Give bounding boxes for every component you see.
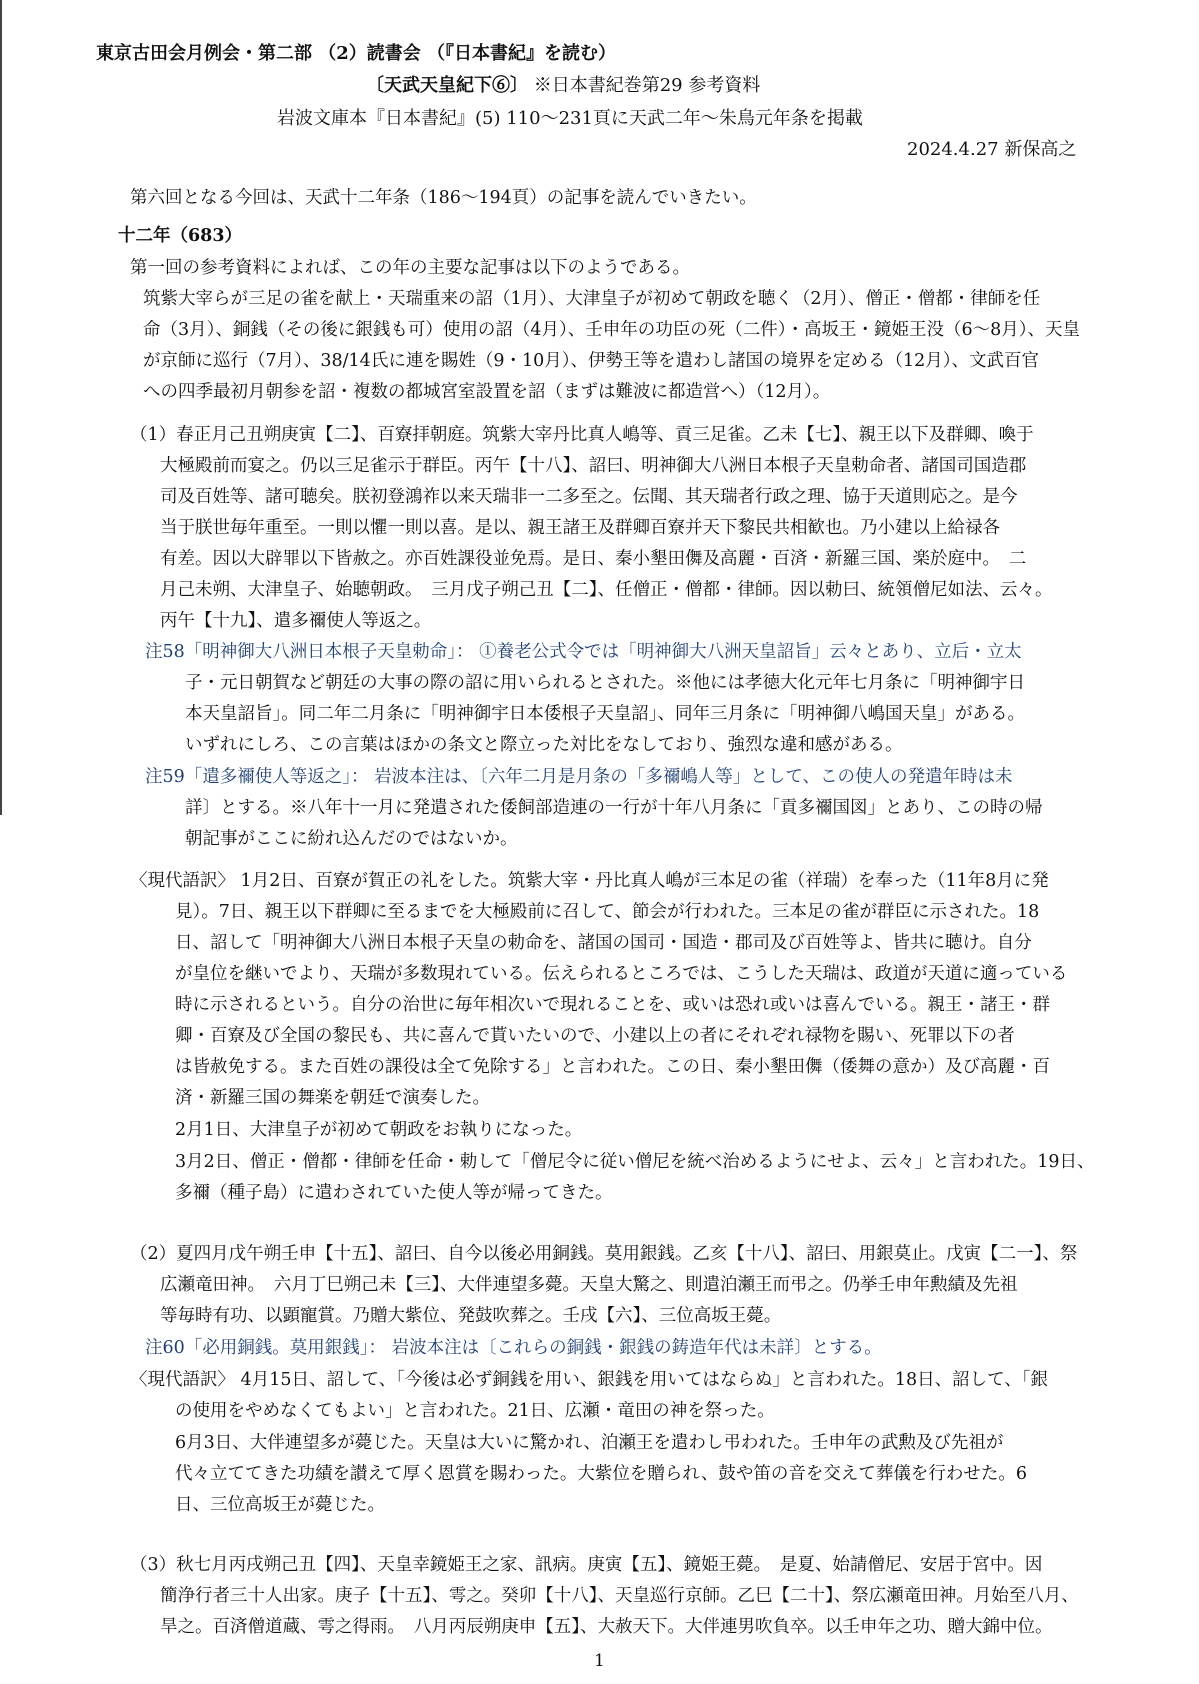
note59-line: 注59「遣多禰使人等返之」： 岩波本注は、〔六年二月是月条の「多禰嶋人等」として、この使人の発遣年時は未 — [145, 767, 1013, 787]
summary-line: が京師に巡行（7月）、38/14氏に連を賜姓（9・10月）、伊勢王等を遣わし諸国の境界を定める（12月）、文武百官 — [143, 351, 1039, 371]
note58-line: 子・元日朝賀など朝廷の大事の際の詔に用いられるとされた。※他には孝徳大化元年七月条に「明神御宇日 — [185, 673, 1025, 693]
sec1-line: 大極殿前而宴之。仍以三足雀示于群臣。丙午【十八】、詔曰、明神御大八洲日本根子天皇勅命者、諸国司国造郡 — [160, 456, 1027, 476]
intro-text: 第六回となる今回は、天武十二年条（186～194頁）の記事を読んでいきたい。 — [130, 188, 757, 208]
left-margin-rule — [0, 0, 2, 815]
note60: 注60「必用銅銭。莫用銀銭」： 岩波本注は〔これらの銅銭・銀銭の鋳造年代は未詳〕とする。 — [145, 1338, 882, 1358]
trans1-line: 日、詔して「明神御大八洲日本根子天皇の勅命を、諸国の国司・国造・郡司及び百姓等よ、皆共に聴け。自分 — [175, 933, 1032, 953]
doc-source: 岩波文庫本『日本書紀』(5) 110～231頁に天武二年～朱鳥元年条を掲載 — [277, 108, 863, 129]
sec3-line: 簡浄行者三十人出家。庚子【十五】、雩之。癸卯【十八】、天皇巡行京師。乙巳【二十】、祭広瀬竜田神。月始至八月、 — [160, 1586, 1079, 1606]
summary-line: 筑紫大宰らが三足の雀を献上・天瑞重来の詔（1月）、大津皇子が初めて朝政を聴く（2月）、僧正・僧都・律師を任 — [143, 289, 1041, 309]
trans1-line: 見）。7日、親王以下群卿に至るまでを大極殿前に召して、節会が行われた。三本足の雀が群臣に示された。18 — [175, 902, 1040, 922]
trans1-line: 2月1日、大津皇子が初めて朝政をお執りになった。 — [175, 1120, 583, 1140]
trans2-line: 〈現代語訳〉 4月15日、詔して、「今後は必ず銅銭を用い、銀銭を用いてはならぬ」と言われた。18日、詔して、「銀 — [130, 1370, 1049, 1390]
note59-line: 朝記事がここに紛れ込んだのではないか。 — [185, 829, 518, 849]
subtitle-main: 〔天武天皇紀下⑥〕 — [366, 75, 528, 96]
year-heading: 十二年（683） — [118, 226, 243, 246]
trans1-line: 多禰（種子島）に遣わされていた使人等が帰ってきた。 — [175, 1183, 613, 1203]
summary-line: への四季最初月朝参を詔・複数の都城宮室設置を詔（まずは難波に都造営へ）（12月）。 — [143, 382, 831, 402]
trans1-line: 3月2日、僧正・僧都・律師を任命・勅して「僧尼令に従い僧尼を統べ治めるようにせよ、云々」と言われた。19日、 — [175, 1152, 1095, 1172]
page-number: 1 — [594, 1651, 605, 1671]
trans1-line: 卿・百寮及び全国の黎民も、共に喜んで貰いたいので、小建以上の者にそれぞれ禄物を賜い、死罪以下の者 — [175, 1026, 1015, 1046]
sec2-line: 広瀬竜田神。 六月丁巳朔己未【三】、大伴連望多薨。天皇大驚之、則遣泊瀬王而弔之。仍挙壬申年勲績及先祖 — [160, 1275, 1018, 1295]
trans1-line: 〈現代語訳〉 1月2日、百寮が賀正の礼をした。筑紫大宰・丹比真人嶋が三本足の雀（祥瑞）を奉った（11年8月に発 — [130, 871, 1049, 891]
sec1-line: （1）春正月己丑朔庚寅【二】、百寮拝朝庭。筑紫大宰丹比真人嶋等、貢三足雀。乙未【七】、親王以下及群卿、喚于 — [130, 425, 1034, 445]
trans1-line: が皇位を継いでより、天瑞が多数現れている。伝えられるところでは、こうした天瑞は、政道が天道に適っている — [175, 964, 1068, 984]
subtitle-rest: ※日本書紀巻第29 参考資料 — [533, 75, 761, 96]
summary-line: 命（3月）、銅銭（その後に銀銭も可）使用の詔（4月）、壬申年の功臣の死（二件）・高坂王・鏡姫王没（6～8月）、天皇 — [143, 320, 1081, 340]
sec1-line: 月己未朔、大津皇子、始聴朝政。 三月戊子朔己丑【二】、任僧正・僧都・律師。因以勅曰、統領僧尼如法、云々。 — [160, 580, 1053, 600]
trans2-line: 日、三位高坂王が薨じた。 — [175, 1495, 385, 1515]
sec2-line: 等毎時有功、以顕寵賞。乃贈大紫位、発鼓吹葬之。壬戌【六】、三位高坂王薨。 — [160, 1306, 782, 1326]
sec1-line: 丙午【十九】、遣多禰使人等返之。 — [160, 611, 432, 631]
sec1-line: 当于朕世毎年重至。一則以懼一則以喜。是以、親王諸王及群卿百寮并天下黎民共相歓也。乃小建以上給禄各 — [160, 518, 1000, 538]
trans1-line: は皆赦免する。また百姓の課役は全て免除する」と言われた。この日、秦小墾田儛（倭舞の意か）及び高麗・百 — [175, 1057, 1050, 1077]
trans2-line: 6月3日、大伴連望多が薨じた。天皇は大いに驚かれ、泊瀬王を遣わし弔われた。壬申年の武勲及び先祖が — [175, 1433, 1004, 1453]
note58-line: 本天皇詔旨」。同二年二月条に「明神御宇日本倭根子天皇詔」、同年三月条に「明神御八嶋国天皇」がある。 — [185, 704, 1025, 724]
sec2-line: （2）夏四月戊午朔壬申【十五】、詔曰、自今以後必用銅銭。莫用銀銭。乙亥【十八】、詔曰、用銀莫止。戊寅【二一】、祭 — [130, 1244, 1078, 1264]
summary-line: 第一回の参考資料によれば、この年の主要な記事は以下のようである。 — [130, 258, 690, 278]
doc-title: 東京古田会月例会・第二部 （2）読書会 （『日本書紀』を読む） — [96, 43, 617, 64]
trans1-line: 済・新羅三国の舞楽を朝廷で演奏した。 — [175, 1088, 490, 1108]
sec1-line: 司及百姓等、諸可聴矣。朕初登鴻祚以来天瑞非一二多至之。伝聞、其天瑞者行政之理、協于天道則応之。是今 — [160, 487, 1018, 507]
doc-date-author: 2024.4.27 新保高之 — [907, 139, 1077, 160]
note59-line: 詳〕とする。※八年十一月に発遣された倭飼部造連の一行が十年八月条に「貢多禰国図」とあり、この時の帰 — [185, 798, 1043, 818]
doc-subtitle — [366, 74, 760, 98]
sec1-line: 有差。因以大辟罪以下皆赦之。亦百姓課役並免焉。是日、秦小墾田儛及高麗・百済・新羅三国、楽於庭中。 二 — [160, 549, 1027, 569]
sec3-line: （3）秋七月丙戌朔己丑【四】、天皇幸鏡姫王之家、訊病。庚寅【五】、鏡姫王薨。 是夏、始請僧尼、安居于宮中。因 — [130, 1555, 1043, 1575]
trans2-line: の使用をやめなくてもよい」と言われた。21日、広瀬・竜田の神を祭った。 — [175, 1401, 775, 1421]
note58-line: 注58「明神御大八洲日本根子天皇勅命」： ①養老公式令では「明神御大八洲天皇詔旨」云々とあり、立后・立太 — [145, 642, 1022, 662]
trans2-line: 代々立ててきた功績を讃えて厚く恩賞を賜わった。大紫位を贈られ、鼓や笛の音を交えて葬儀を行わせた。6 — [175, 1464, 1028, 1484]
sec3-line: 旱之。百済僧道蔵、雩之得雨。 八月丙辰朔庚申【五】、大赦天下。大伴連男吹負卒。以壬申年之功、贈大錦中位。 — [160, 1617, 1053, 1637]
trans1-line: 時に示されるという。自分の治世に毎年相次いで現れることを、或いは恐れ或いは喜んでいる。親王・諸王・群 — [175, 995, 1050, 1015]
note58-line: いずれにしろ、この言葉はほかの条文と際立った対比をなしており、強烈な違和感がある。 — [185, 735, 903, 755]
